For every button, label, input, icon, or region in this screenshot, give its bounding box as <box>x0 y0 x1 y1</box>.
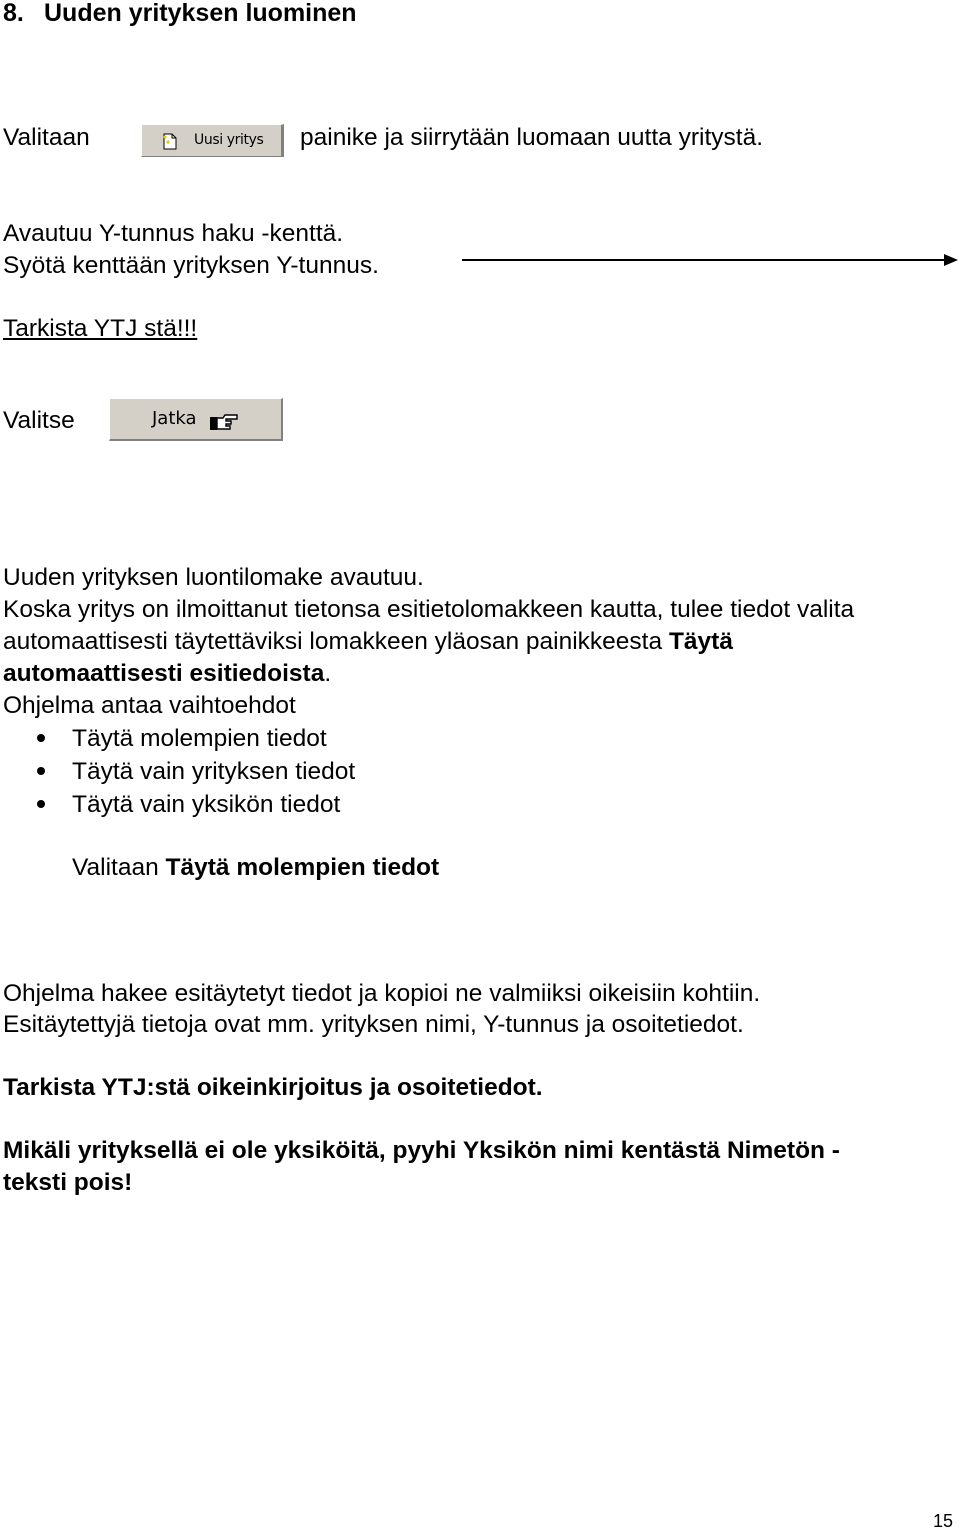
form-line5: Ohjelma antaa vaihtoehdot <box>3 692 296 719</box>
form-line4-bold: automaattisesti esitiedoista <box>3 660 325 687</box>
choice-line <box>72 852 439 884</box>
page-title: Uuden yrityksen luominen <box>44 0 357 27</box>
unit-note-line1: Mikäli yrityksellä ei ole yksiköitä, pyyhi Yksikön nimi kentästä Nimetön - <box>3 1137 840 1164</box>
form-line1: Uuden yrityksen luontilomake avautuu. <box>3 564 424 591</box>
form-line3 <box>3 626 733 658</box>
new-document-icon <box>162 133 178 150</box>
step2-line2: Syötä kenttään yrityksen Y-tunnus. <box>3 252 379 279</box>
result-line1: Ohjelma hakee esitäytetyt tiedot ja kopioi ne valmiiksi oikeisiin kohtiin. <box>3 980 761 1007</box>
form-line2: Koska yritys on ilmoittanut tietonsa esitietolomakkeen kautta, tulee tiedot valita <box>3 596 855 623</box>
form-line3-text: automaattisesti täytettäviksi lomakkeen yläosan painikkeesta <box>3 628 669 655</box>
jatka-button-screenshot <box>109 398 283 441</box>
bullet-icon <box>37 800 45 808</box>
form-line4 <box>3 658 331 690</box>
uusi-yritys-button-label: Uusi yritys <box>194 132 264 148</box>
pointing-hand-icon <box>209 412 239 432</box>
choice-prefix: Valitaan <box>72 854 166 881</box>
option-item: Täytä vain yksikön tiedot <box>72 791 341 818</box>
bullet-icon <box>37 767 45 775</box>
uusi-yritys-button-screenshot <box>141 124 284 157</box>
arrow-right-icon <box>462 252 960 268</box>
bullet-icon <box>37 734 45 742</box>
jatka-button-label: Jatka <box>152 408 197 429</box>
page-number: 15 <box>933 1511 954 1531</box>
section-number: 8. <box>3 0 24 27</box>
step1-suffix: painike ja siirrytään luomaan uutta yritystä. <box>300 124 763 151</box>
ytj-check-note: Tarkista YTJ:stä oikeinkirjoitus ja osoitetiedot. <box>3 1074 543 1101</box>
option-item: Täytä molempien tiedot <box>72 725 327 752</box>
option-item: Täytä vain yrityksen tiedot <box>72 758 356 785</box>
form-line4-end: . <box>324 660 332 687</box>
unit-note-line2: teksti pois! <box>3 1169 133 1196</box>
step2-line1: Avautuu Y-tunnus haku -kenttä. <box>3 220 344 247</box>
choice-bold: Täytä molempien tiedot <box>165 854 440 881</box>
result-line2: Esitäytettyjä tietoja ovat mm. yrityksen nimi, Y-tunnus ja osoitetiedot. <box>3 1011 744 1038</box>
step1-prefix: Valitaan <box>3 124 90 151</box>
check-ytj-note: Tarkista YTJ stä!!! <box>3 315 198 342</box>
form-line3-bold: Täytä <box>668 628 733 655</box>
step3-prefix: Valitse <box>3 407 75 434</box>
